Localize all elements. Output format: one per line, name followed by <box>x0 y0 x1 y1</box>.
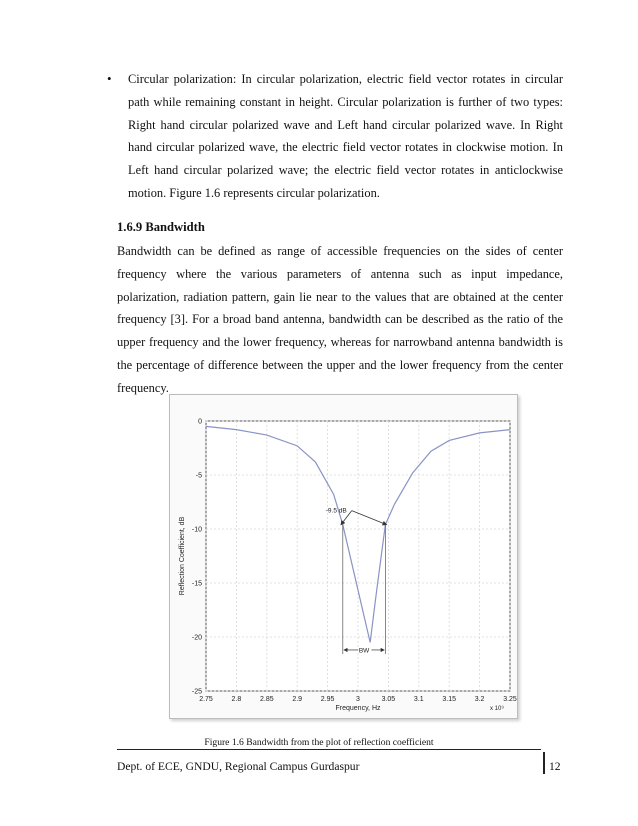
x-tick-label: 2.9 <box>292 696 303 703</box>
footer-department: Dept. of ECE, GNDU, Regional Campus Gurdaspur <box>117 760 360 773</box>
y-tick-label: -25 <box>191 688 202 696</box>
x-tick-label: 3.2 <box>474 696 485 703</box>
reflection-coefficient-chart <box>170 395 517 718</box>
x-tick-label: 3.1 <box>413 696 424 703</box>
y-tick-label: -10 <box>191 526 202 534</box>
x-tick-label: 3.25 <box>503 696 517 703</box>
y-tick-label: -20 <box>191 634 202 642</box>
annotation-db: -9.5 dB <box>325 507 347 515</box>
section-paragraph: Bandwidth can be defined as range of accessible frequencies on the sides of center frequency where the various parameters of antenna such as input impedance, polarization, radiation pattern, gain lie near to the values that are obtained at the center frequency [3]. For a broad band antenna, bandwidth can be described as the ratio of the upper frequency and the lower frequency, whereas for narrowband antenna bandwidth is the percentage of difference between the upper and the lower frequency from the center frequency. <box>117 244 563 395</box>
annotation-bw: BW <box>358 647 370 655</box>
x-tick-label: 3 <box>356 696 360 703</box>
y-tick-label: 0 <box>198 418 202 426</box>
figure-reflection-coefficient <box>169 394 518 719</box>
x-axis-label: Frequency, Hz <box>335 705 381 712</box>
bullet-symbol: • <box>107 71 112 86</box>
footer-page-separator <box>543 752 545 774</box>
y-tick-label: -5 <box>195 472 202 480</box>
y-tick-label: -15 <box>191 580 202 588</box>
figure-caption: Figure 1.6 Bandwidth from the plot of reflection coefficient <box>204 737 434 748</box>
x-tick-label: 3.05 <box>381 696 396 703</box>
page-number: 12 <box>549 760 561 773</box>
y-axis-label: Reflection Coefficient, dB <box>179 516 186 596</box>
x-axis-multiplier: x 10⁹ <box>490 706 504 712</box>
footer-divider <box>117 749 541 750</box>
section-heading: 1.6.9 Bandwidth <box>117 220 205 234</box>
x-tick-label: 3.15 <box>442 696 457 703</box>
x-tick-label: 2.8 <box>231 696 242 703</box>
x-tick-label: 2.95 <box>320 696 335 703</box>
bullet-item-circular-polarization <box>107 68 563 205</box>
bullet-text: Circular polarization: In circular polarization, electric field vector rotates in circular path while remaining constant in height. Circular polarization is further of two types: Right hand circular polarized wave and Left hand circular polarized wave. In Right hand circular polarized wave, the electric field vector rotates in clockwise motion. In Left hand circular polarized wave; the electric field vector rotates in anticlockwise motion. Figure 1.6 represents circular polarization. <box>128 72 563 200</box>
x-tick-label: 2.75 <box>199 696 213 703</box>
x-tick-label: 2.85 <box>259 696 274 703</box>
